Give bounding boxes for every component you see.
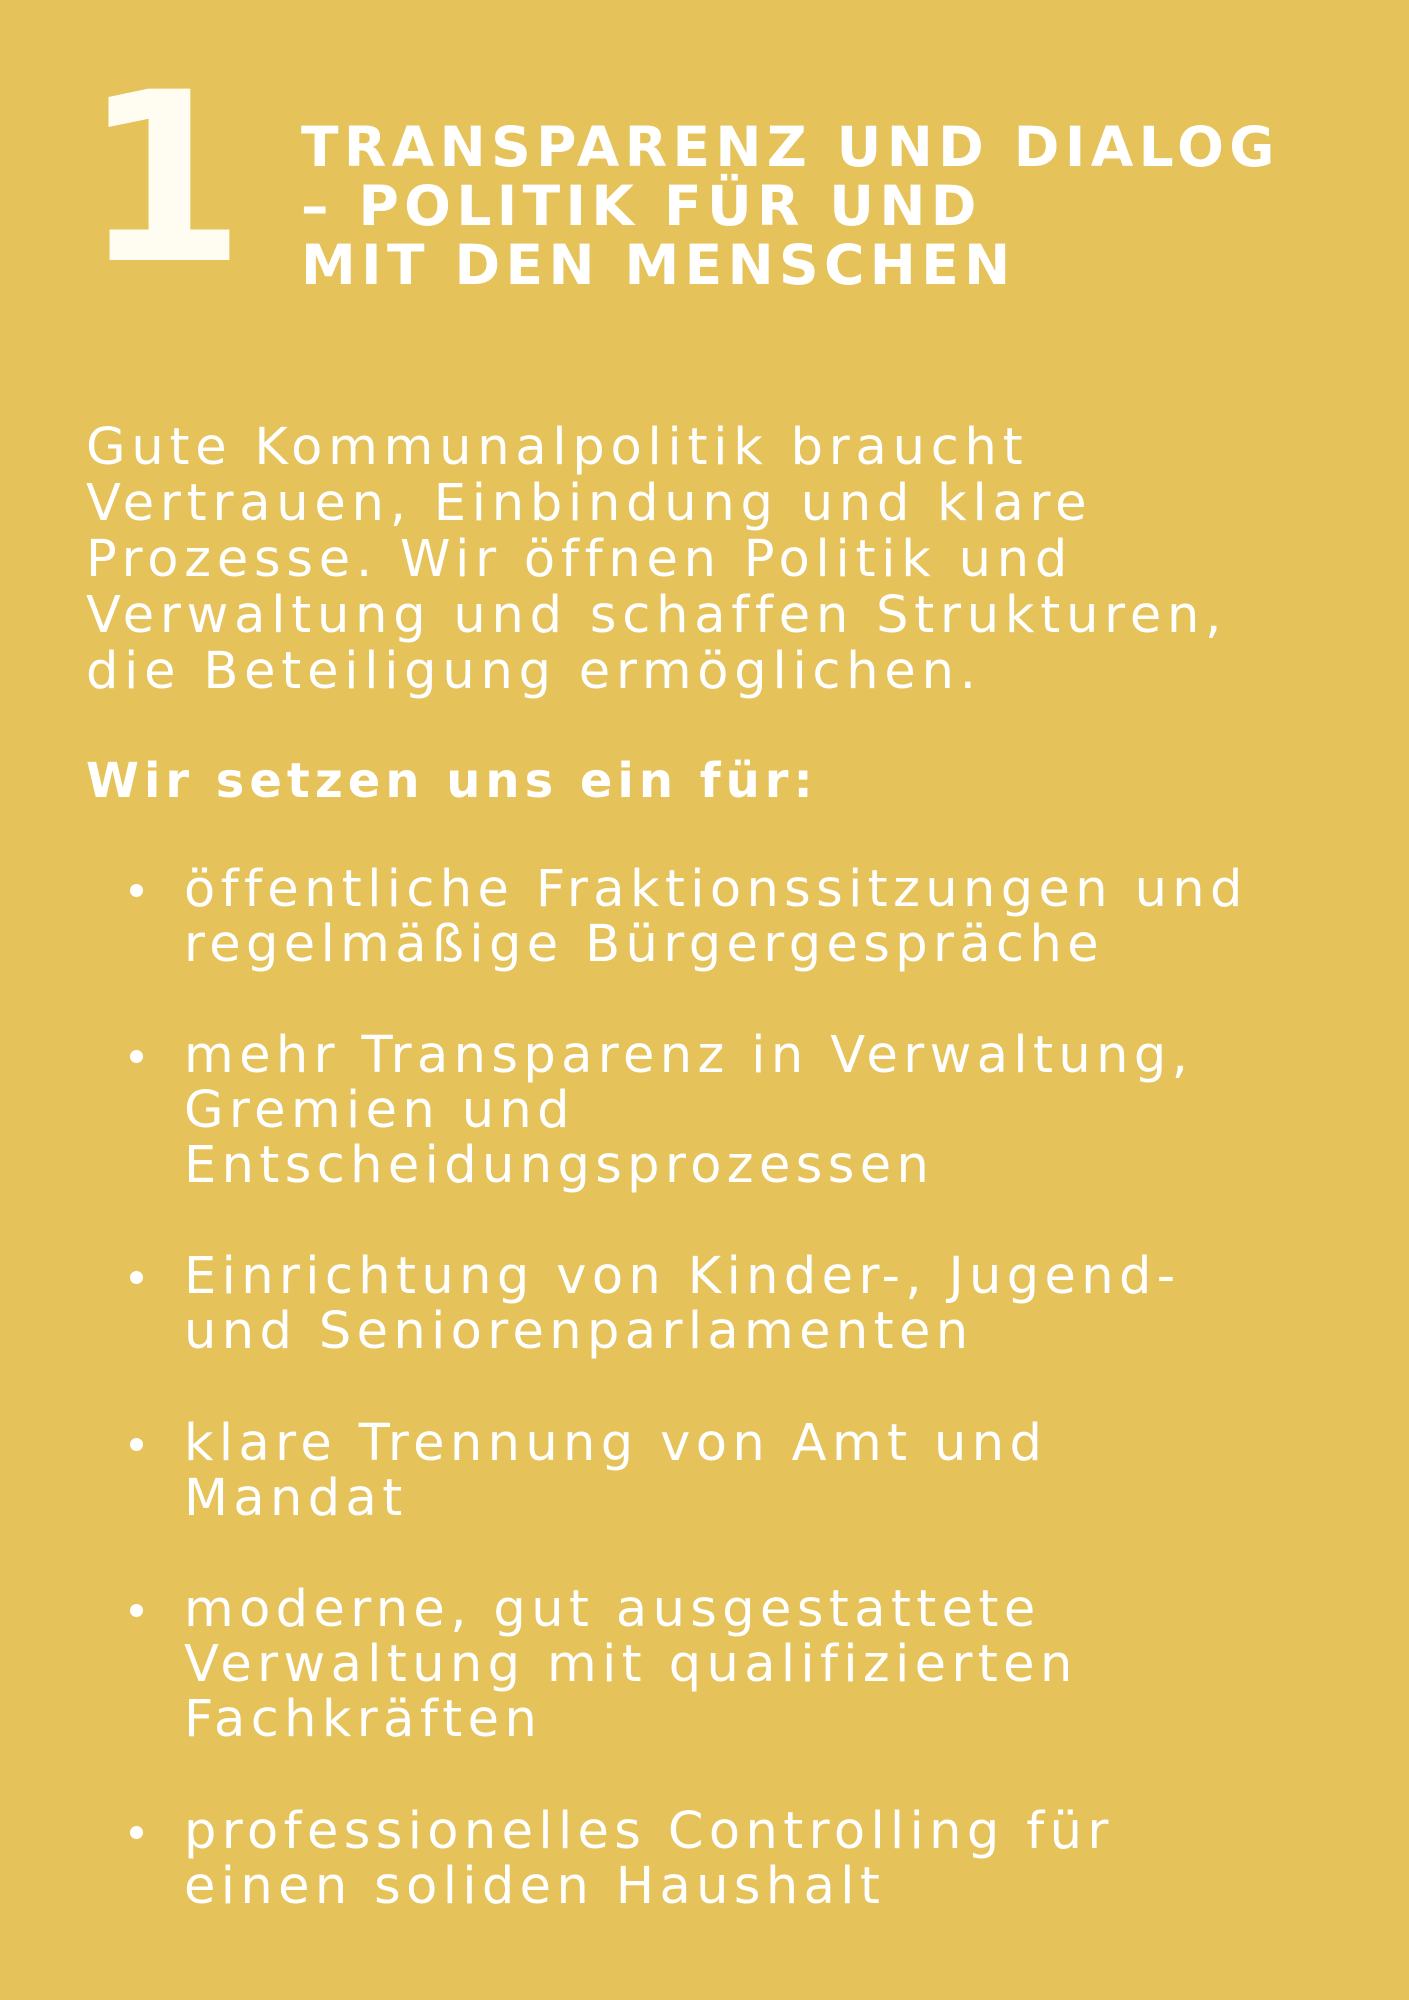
list-item-line: Einrichtung von Kinder-, Jugend- (184, 1247, 1181, 1306)
list-item-line: Entscheidungsprozessen (184, 1136, 935, 1195)
list-item-line: Gremien und (184, 1081, 575, 1140)
bullet-dot-icon (130, 1604, 143, 1617)
list-item (184, 1028, 1384, 1193)
intro-line: Verwaltung und schaffen Strukturen, (86, 586, 1228, 645)
section-title-line: TRANSPARENZ UND DIALOG (301, 115, 1280, 179)
bullet-dot-icon (130, 1826, 143, 1839)
list-item (184, 1804, 1384, 1914)
list-item (184, 1582, 1384, 1747)
bullet-dot-icon (130, 884, 143, 897)
intro-line: Prozesse. Wir öffnen Politik und (86, 530, 1074, 589)
list-item-line: Fachkräften (184, 1690, 543, 1749)
list-item-line: Verwaltung mit qualifizierten (184, 1635, 1078, 1694)
intro-line: Gute Kommunalpolitik braucht (86, 418, 1029, 477)
section-number: 1 (82, 43, 242, 316)
list-item (184, 1416, 1384, 1526)
list-item (184, 1249, 1384, 1359)
intro-paragraph (86, 420, 1386, 700)
list-item-line: Mandat (184, 1469, 408, 1528)
list-item-line: regelmäßige Bürgergespräche (184, 915, 1104, 974)
list-item-line: öffentliche Fraktionssitzungen und (184, 860, 1248, 919)
bullet-dot-icon (130, 1271, 143, 1284)
section-title-line: – POLITIK FÜR UND (301, 174, 982, 238)
list-item-line: moderne, gut ausgestattete (184, 1580, 1041, 1639)
list-item-line: professionelles Controlling für (184, 1802, 1114, 1861)
list-item (184, 862, 1384, 972)
intro-line: Vertrauen, Einbindung und klare (86, 474, 1093, 533)
section-title-line: MIT DEN MENSCHEN (301, 233, 1016, 297)
bullet-dot-icon (130, 1050, 143, 1063)
list-item-line: und Seniorenparlamenten (184, 1302, 974, 1361)
intro-line: die Beteiligung ermöglichen. (86, 642, 982, 701)
list-item-line: klare Trennung von Amt und (184, 1414, 1048, 1473)
section-title (301, 115, 1381, 297)
list-item-line: einen soliden Haushalt (184, 1857, 886, 1916)
commitment-heading: Wir setzen uns ein für: (86, 753, 818, 809)
bullet-dot-icon (130, 1438, 143, 1451)
list-item-line: mehr Transparenz in Verwaltung, (184, 1026, 1194, 1085)
